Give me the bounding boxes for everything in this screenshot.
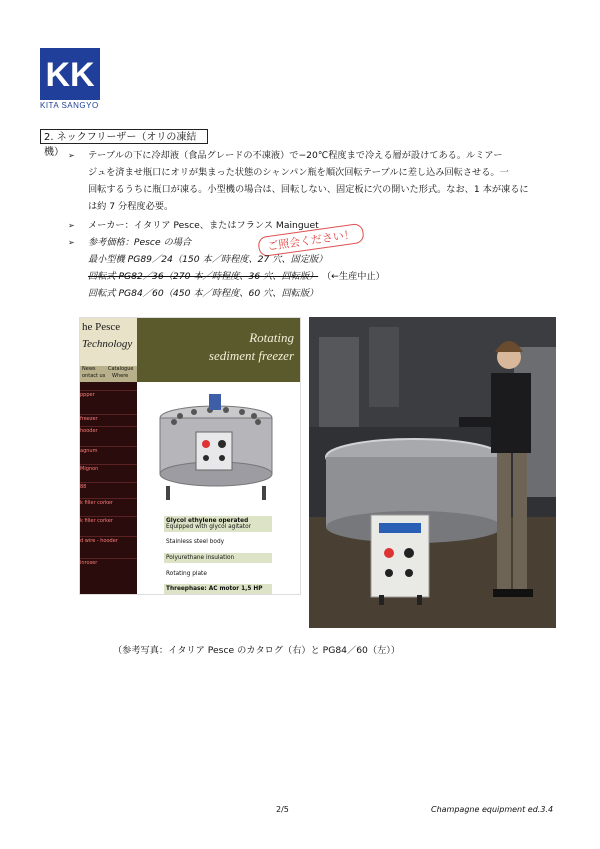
model-line-1: 最小型機 PG89／24（150 本／時程度、27 穴、固定版）: [88, 254, 328, 265]
catalog-sidebar-item: k filler corker: [80, 498, 137, 506]
factory-photo-illustration: [309, 317, 556, 628]
catalog-image: [79, 317, 301, 595]
kk-logo-icon: [40, 48, 100, 100]
catalog-spec-4: Rotating plate: [166, 571, 207, 577]
catalog-spec-5: Threephase: AC motor 1,5 HP: [164, 584, 272, 594]
desc-line-2: ジュを済ませ瓶口にオリが集まった状態のシャンパン瓶を順次回転テーブルに差し込み回転させる。一: [88, 167, 509, 178]
company-logo: [40, 48, 100, 100]
catalog-spec-3: Polyurethane insulation: [164, 553, 272, 563]
catalog-nav-contact: ontact us: [82, 373, 106, 379]
machine-photo: [309, 317, 556, 628]
bullet-marker-icon: ➢: [68, 151, 75, 160]
desc-line-4: は約 7 分程度必要。: [88, 201, 174, 212]
page-number: 2/5: [276, 805, 289, 814]
maker-line: メーカー：イタリア Pesce、またはフランス Mainguet: [88, 220, 319, 231]
catalog-sidebar-item: agnum: [80, 446, 137, 454]
catalog-spec-2: Stainless steel body: [166, 539, 225, 545]
catalog-brand-line2: Technology: [82, 338, 133, 350]
catalog-sidebar-item: inroser: [80, 558, 137, 566]
catalog-nav: [80, 366, 137, 382]
catalog-title-line1: Rotating: [249, 330, 294, 345]
catalog-spec-1: Glycol ethylene operated Equipped with glycol agitator: [164, 516, 272, 532]
desc-line-3: 回転するうちに瓶口が凍る。小型機の場合は、回転しない、固定板に穴の開いた形式。なお、1 本が凍るに: [88, 184, 529, 195]
freezer-machine-illustration: [154, 392, 278, 504]
logo-mark: KK: [45, 56, 95, 94]
bullet-marker-icon: ➢: [68, 221, 75, 230]
catalog-nav-news: News: [82, 366, 96, 372]
catalog-sidebar-item: hooder: [80, 426, 137, 434]
section-heading: 2. ネックフリーザー（オリの凍結機）: [40, 129, 208, 144]
price-title: 参考価格：Pesce の場合: [88, 237, 192, 248]
catalog-title-panel: [137, 318, 300, 382]
catalog-sidebar-item: freezer: [80, 414, 137, 422]
company-name: KITA SANGYO: [40, 101, 99, 110]
catalog-sidebar-item: ppper: [80, 390, 137, 398]
catalog-sidebar-item: 88: [80, 482, 137, 490]
document-edition: Champagne equipment ed.3.4: [431, 805, 554, 814]
inquiry-stamp: ご照会ください！: [257, 223, 365, 258]
desc-line-1: テーブルの下に冷却液（食品グレードの不凍液）で−20℃程度まで冷える層が設けてある。ルミアー: [88, 150, 503, 161]
catalog-sidebar-item: d wire - hooder: [80, 536, 137, 544]
catalog-title-line2: sediment freezer: [208, 348, 294, 363]
catalog-nav-catalogue: Catalogue: [108, 366, 134, 372]
bullet-marker-icon: ➢: [68, 238, 75, 247]
model-line-3: 回転式 PG84／60（450 本／時程度、60 穴、回転版）: [88, 288, 319, 299]
catalog-nav-where: Where: [112, 373, 129, 379]
catalog-sidebar-item: k filler corker: [80, 516, 137, 524]
model-line-2: 回転式 PG82／36（270 本／時程度、36 穴、回転版）: [88, 271, 319, 282]
catalog-brand-line1: he Pesce: [82, 321, 121, 333]
catalog-sidebar-item: Mignon: [80, 464, 137, 472]
catalog-brand-panel: [80, 318, 137, 366]
photo-caption: （参考写真：イタリア Pesce のカタログ（右）と PG84／60（左））: [113, 645, 401, 656]
discontinued-note: （←生産中止）: [322, 271, 385, 282]
